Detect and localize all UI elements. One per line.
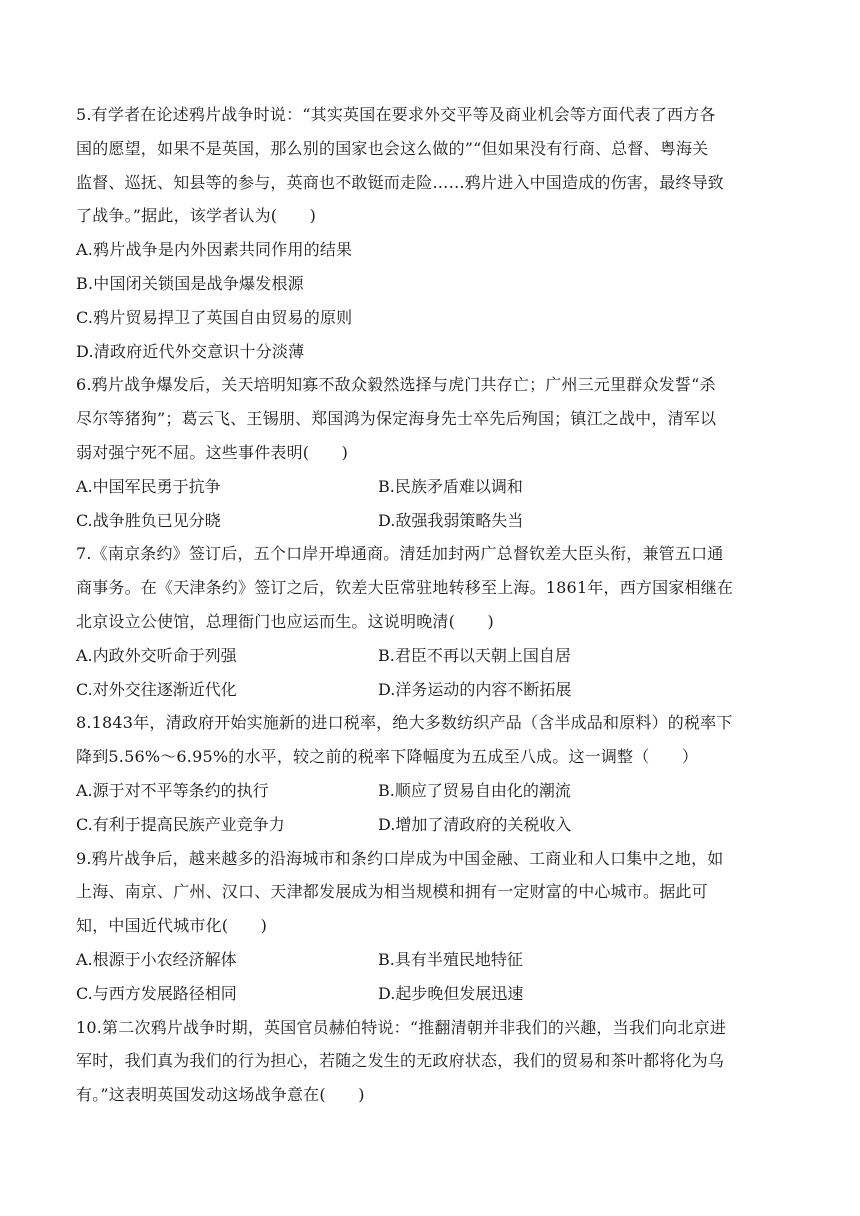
option-c: C.战争胜负已见分晓 bbox=[76, 510, 221, 530]
options-row bbox=[76, 504, 796, 538]
question-stem-line: 军时，我们真为我们的行为担心，若随之发生的无政府状态，我们的贸易和茶叶都将化为乌 bbox=[76, 1051, 725, 1071]
option-b: B.君臣不再以天朝上国自居 bbox=[378, 645, 571, 665]
options-row bbox=[76, 943, 796, 977]
option-c: C.与西方发展路径相同 bbox=[76, 983, 237, 1003]
question-stem-line: 国的愿望，如果不是英国，那么别的国家也会这么做的”“但如果没有行商、总督、粤海关 bbox=[76, 138, 709, 158]
option-d: D.起步晚但发展迅速 bbox=[378, 983, 524, 1003]
question-stem-line: 10.第二次鸦片战争时期，英国官员赫伯特说：“推翻清朝并非我们的兴趣，当我们向北京进 bbox=[76, 1017, 727, 1037]
option-d: D.增加了清政府的关税收入 bbox=[378, 814, 572, 834]
option-a: A.源于对不平等条约的执行 bbox=[76, 780, 269, 800]
options-row bbox=[76, 470, 796, 504]
question-9 bbox=[76, 842, 796, 1011]
question-stem-line: 弱对强宁死不屈。这些事件表明( ) bbox=[76, 442, 349, 462]
option-b: B.顺应了贸易自由化的潮流 bbox=[378, 780, 571, 800]
options-row bbox=[76, 977, 796, 1011]
exam-page bbox=[76, 98, 796, 1112]
option-b: B.民族矛盾难以调和 bbox=[378, 476, 523, 496]
question-stem-line: 商事务。在《天津条约》签订之后，钦差大臣常驻地转移至上海。1861年，西方国家相继在 bbox=[76, 578, 734, 598]
question-stem-line: 降到5.56%～6.95%的水平，较之前的税率下降幅度为五成至八成。这一调整（ ） bbox=[76, 747, 699, 767]
question-stem-line: 上海、南京、广州、汉口、天津都发展成为相当规模和拥有一定财富的中心城市。据此可 bbox=[76, 882, 708, 902]
question-8 bbox=[76, 706, 796, 841]
options-row bbox=[76, 808, 796, 842]
question-stem-line: 北京设立公使馆，总理衙门也应运而生。这说明晚清( ) bbox=[76, 611, 494, 631]
option-d: D.洋务运动的内容不断拓展 bbox=[378, 679, 572, 699]
question-10 bbox=[76, 1011, 796, 1112]
option-c: C.对外交往逐渐近代化 bbox=[76, 679, 237, 699]
question-stem-line: 尽尔等猪狗”；葛云飞、王锡朋、郑国鸿为保定海身先士卒先后殉国；镇江之战中，清军以 bbox=[76, 409, 717, 429]
option-a: A.根源于小农经济解体 bbox=[76, 949, 237, 969]
question-stem-line: 6.鸦片战争爆发后，关天培明知寡不敌众毅然选择与虎门共存亡；广州三元里群众发誓“杀 bbox=[76, 375, 716, 395]
question-5 bbox=[76, 98, 796, 368]
question-stem-line: 5.有学者在论述鸦片战争时说：“其实英国在要求外交平等及商业机会等方面代表了西方各 bbox=[76, 105, 716, 124]
option-c: C.鸦片贸易捍卫了英国自由贸易的原则 bbox=[76, 307, 353, 327]
options-row bbox=[76, 639, 796, 673]
option-a: A.内政外交听命于列强 bbox=[76, 645, 237, 665]
option-a: A.中国军民勇于抗争 bbox=[76, 476, 221, 496]
option-a: A.鸦片战争是内外因素共同作用的结果 bbox=[76, 240, 353, 260]
question-stem-line: 8.1843年，清政府开始实施新的进口税率，绝大多数纺织产品（含半成品和原料）的税率下 bbox=[76, 713, 733, 733]
option-c: C.有利于提高民族产业竞争力 bbox=[76, 814, 285, 834]
option-d: D.敌强我弱策略失当 bbox=[378, 510, 524, 530]
question-6 bbox=[76, 368, 796, 537]
option-b: B.中国闭关锁国是战争爆发根源 bbox=[76, 273, 304, 293]
question-stem-line: 知，中国近代城市化( ) bbox=[76, 916, 268, 936]
question-7 bbox=[76, 537, 796, 706]
options-row bbox=[76, 774, 796, 808]
question-stem-line: 7.《南京条约》签订后，五个口岸开埠通商。清廷加封两广总督钦差大臣头衔，兼管五口通 bbox=[76, 544, 724, 564]
option-b: B.具有半殖民地特征 bbox=[378, 949, 523, 969]
option-d: D.清政府近代外交意识十分淡薄 bbox=[76, 341, 305, 361]
question-stem-line: 有。”这表明英国发动这场战争意在( ) bbox=[76, 1085, 365, 1105]
question-stem-line: 监督、巡抚、知县等的参与，英商也不敢铤而走险……鸦片进入中国造成的伤害，最终导致 bbox=[76, 172, 725, 192]
options-row bbox=[76, 673, 796, 707]
question-stem-line: 了战争。”据此，该学者认为( ) bbox=[76, 206, 317, 226]
question-stem-line: 9.鸦片战争后，越来越多的沿海城市和条约口岸成为中国金融、工商业和人口集中之地，如 bbox=[76, 848, 724, 868]
